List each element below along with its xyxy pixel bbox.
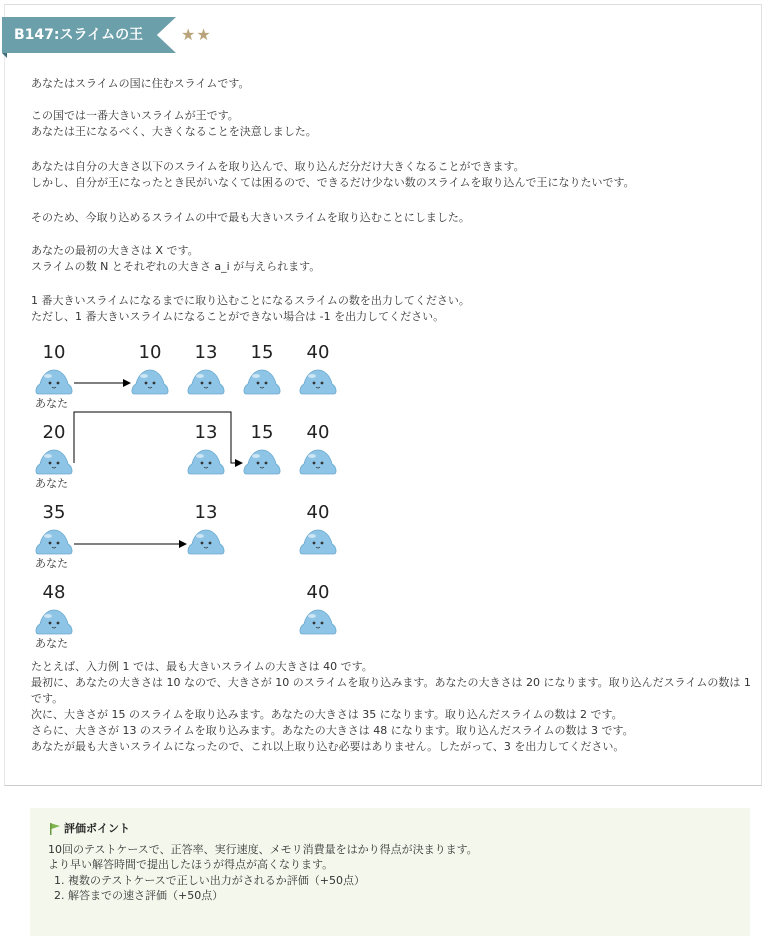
slime	[131, 368, 169, 396]
slime	[299, 368, 337, 396]
slime-you	[35, 608, 73, 636]
evaluation-item: 1. 複数のテストケースで正しい出力がされるか評価（+50点）	[54, 874, 365, 887]
you-label: あなた	[35, 397, 68, 410]
slime	[187, 368, 225, 396]
ribbon-fold	[2, 53, 7, 58]
statement-paragraph: あなたはスライムの国に住むスライムです。	[31, 77, 250, 90]
statement-paragraph: 1 番大きいスライムになるまでに取り込むことになるスライムの数を出力してください。 ただし、1 番大きいスライムになることができない場合は -1 を出力してください。	[31, 294, 470, 323]
example-explanation: たとえば、入力例 1 では、最も大きいスライムの大きさは 40 です。 最初に、あなたの大きさは 10 なので、大きさが 10 のスライムを取り込みます。あなたの大きさは 20 になります。取り込んだスライムの数は 1 です。 次に、大きさが 15 のスライムを取り込みます。あなたの大きさは 35 になります。取り込んだスライムの数は 2 です。 さらに、大きさが 13 のスライムを取り込みます。あなたの大きさは 48 になります。取り込んだスライムの数は 3 です。 あなたが最も大きいスライムになったので、これ以上取り込む必要はありません。したがって、3 を出力してください。	[31, 660, 751, 753]
difficulty-stars: ★★	[181, 25, 212, 44]
evaluation-box	[30, 808, 750, 936]
slime-size: 10	[138, 342, 162, 363]
slime	[187, 448, 225, 476]
slime-size: 40	[306, 582, 330, 603]
evaluation-title: 評価ポイント	[64, 822, 130, 835]
you-size: 10	[42, 342, 66, 363]
slime-size: 13	[194, 502, 218, 523]
statement-paragraph: そのため、今取り込めるスライムの中で最も大きいスライムを取り込むことにしました。	[31, 211, 470, 224]
evaluation-text: 10回のテストケースで、正答率、実行速度、メモリ消費量をはかり得点が決まります。	[48, 843, 478, 856]
slime-size: 40	[306, 422, 330, 443]
slime	[299, 608, 337, 636]
slime-you	[35, 528, 73, 556]
you-label: あなた	[35, 477, 68, 490]
statement-paragraph: あなたは自分の大きさ以下のスライムを取り込んで、取り込んだ分だけ大きくなることができます。 しかし、自分が王になったとき民がいなくては困るので、できるだけ少ない数のスライムを取り込んで王になりたいです。	[31, 160, 635, 189]
you-size: 35	[42, 502, 66, 523]
slime-size: 13	[194, 342, 218, 363]
slime-you	[35, 368, 73, 396]
slime-size: 40	[306, 342, 330, 363]
evaluation-item: 2. 解答までの速さ評価（+50点）	[54, 889, 224, 902]
slime-size: 15	[250, 422, 274, 443]
you-size: 20	[42, 422, 66, 443]
flag-icon	[49, 823, 61, 835]
you-size: 48	[42, 582, 66, 603]
you-label: あなた	[35, 557, 68, 570]
you-label: あなた	[35, 637, 68, 650]
slime-you	[35, 448, 73, 476]
slime	[243, 448, 281, 476]
problem-title: B147:スライムの王	[14, 27, 144, 43]
slime	[299, 448, 337, 476]
slime-size: 15	[250, 342, 274, 363]
evaluation-text: より早い解答時間で提出したほうが得点が高くなります。	[48, 858, 334, 871]
slime	[299, 528, 337, 556]
statement-paragraph: この国では一番大きいスライムが王です。 あなたは王になるべく、大きくなることを決意しました。	[31, 109, 317, 138]
statement-paragraph: あなたの最初の大きさは X です。 スライムの数 N とそれぞれの大きさ a_i が与えられます。	[31, 244, 321, 273]
slime	[243, 368, 281, 396]
slime-size: 40	[306, 502, 330, 523]
slime-size: 13	[194, 422, 218, 443]
slime	[187, 528, 225, 556]
